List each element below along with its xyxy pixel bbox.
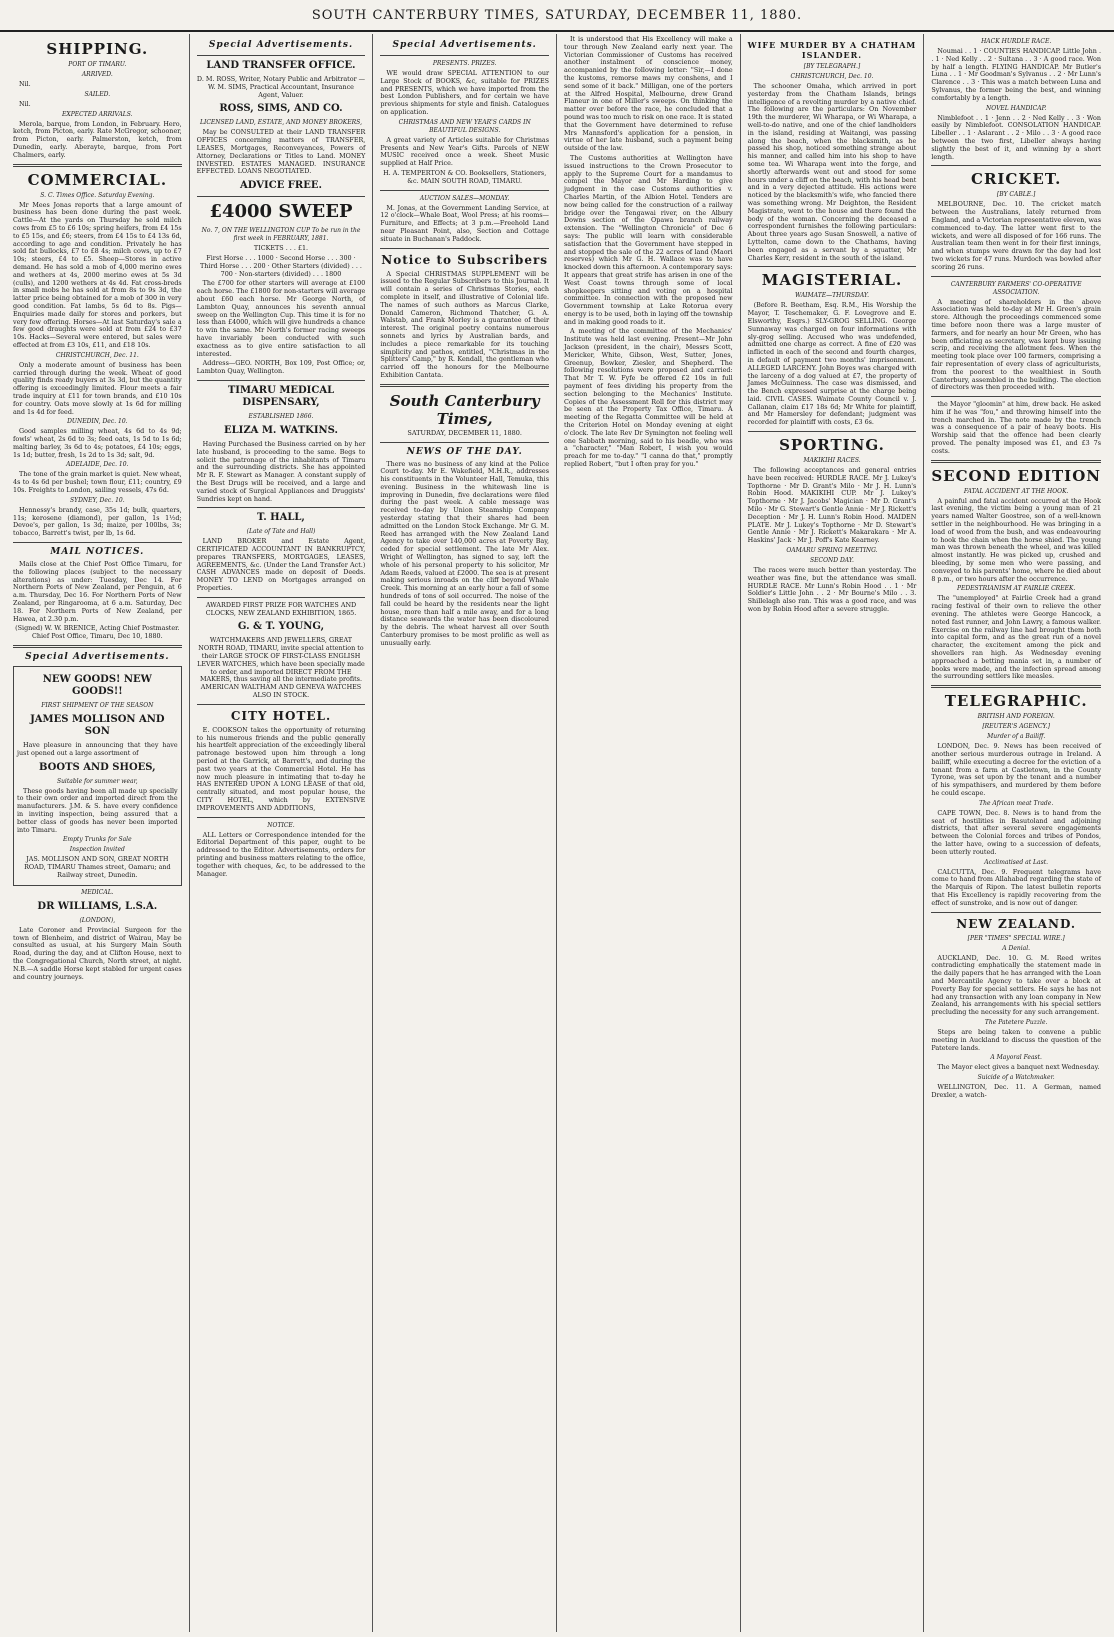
ross-names: D. M. ROSS, Writer, Notary Public and Arbitrator — W. M. SIMS, Practical Accountant, Insurance Agent, Valuer. [196, 75, 366, 99]
sweep-prizes: First Horse . . . 1000 · Second Horse . . . 300 · Third Horse . . . 200 · Other Starters (divided) . . . 700 · Non-starters (divided) . . . 1800 [200, 253, 362, 278]
mollison-sign: JAS. MOLLISON AND SON, GREAT NORTH ROAD, TIMARU Thames street, Oamaru; and Railway street, Dunedin. [24, 855, 171, 879]
novel-handicap-text: Nimblefoot . . 1 · Jenn . . 2 · Ned Kelly . . 3 · Won easily by Nimblefoot. CONSOLATION HANDICAP. Libeller . . 1 · Aslarant . . 2 · Milo . . 3 · A good race between the two first, Libeller always having slightly the best of it, and winning by a short length. [931, 113, 1101, 161]
arrived-value: Nil. [19, 80, 31, 88]
shipping-header: SHIPPING. [46, 40, 149, 58]
mail-header: MAIL NOTICES. [50, 547, 145, 558]
sydney-dateline: SYDNEY, Dec. 10. [70, 496, 125, 504]
mayor-text: the Mayor "gloomin" at him, drew back. He asked him if he was "fou," and throwing himself into the trench marched in. The note made by the trench was a consequence of a pair of heavy boots. His Worship said that the offence had been clearly proved. The penalty imposed was £1, and £3 7s costs. [931, 400, 1101, 455]
column-1 [6, 34, 190, 1632]
oamaru-text: The races were much better than yesterday. The weather was fine, but the attendance was small. HURDLE RACE. Mr Lunn's Robin Hood . . 1 · Mr Soldier's Little John . . 2 · Mr Bourne's Milo . . 3. Shillelagh also ran. This was a good race, and was won by Robin Hood after a severe struggle. [747, 566, 917, 614]
divider [748, 431, 917, 432]
by-telegraph: [BY TELEGRAPH.] [803, 63, 861, 70]
sydney-text: Hennessy's brandy, case, 35s 1d; bulk, quarters, 11s; kerosene (diamond), per gallon, 1s 1½d; Devoe's, per gallon, 1s 3d; maize, per 100lbs, 3s; tobacco, Barrett's twist, per lb, 1s 6d. [13, 505, 182, 538]
christchurch-dateline: CHRISTCHURCH, Dec. 11. [55, 351, 139, 359]
page-masthead: SOUTH CANTERBURY TIMES, SATURDAY, DECEMBER 11, 1880. [0, 0, 1114, 32]
land-transfer-title: LAND TRANSFER OFFICE. [206, 60, 356, 71]
columns-container [6, 34, 1108, 1632]
african-headline: The African meat Trade. [979, 799, 1054, 807]
advice-free: ADVICE FREE. [240, 180, 322, 192]
divider [380, 190, 549, 191]
by-cable: [BY CABLE.] [996, 191, 1036, 199]
ross-sub: LICENSED LAND, ESTATE, AND MONEY BROKERS, [199, 119, 362, 127]
cricket-header: CRICKET. [971, 170, 1062, 189]
makikihi-text: The following acceptances and general entries have been received: HURDLE RACE. Mr J. Lukey's Topthorne · Mr D. Grant's Milo · Mr J. H. Lunn's Robin Hood. MAKIKIHI CUP. Mr J. Lukey's Topthorne · Mr J. Jacobs' Magician · Mr D. Grant's Milo · Mr G. Stewart's Gentle Annie · Mr J. Rickett's Deception · Mr J. H. Lunn's Robin Hood. MAIDEN PLATE. Mr J. Lukey's Topthorne · Mr D. Stewart's Gentle Annie · Mr J. Rickett's Makarakara · Mr A. Haskins' Jack · Mr J. Poff's Kate Kearney. [747, 466, 917, 545]
special-ads-header: Special Advertisements. [25, 652, 170, 663]
bailiff-headline: Murder of a Bailiff. [987, 733, 1046, 741]
magisterial-text: (Before R. Beetham, Esq. R.M., His Worship the Mayor, T. Teschemaker, G. F. Lovegrove and E. Elsworthy, Esqrs.) SLY-GROG SELLING. George Sunnaway was charged on four informations with sly-grog selling. Accused who was undefended, admitted one charge as correct. A fine of £20 was inflicted in each of the second and fourth charges, in default of payment two months' imprisonment. ALLEGED LARCENY. John Boyes was charged with the larceny of a dog valued at £7, the property of James McGuinness. The case was dismissed, and the Bench expressed surprise at the charge being laid. CIVIL CASES. Waimate County Council v. J. Callanan, claim £17 18s 6d; Mr White for plaintiff, and Mr Hamersley for defendant; judgment was recorded for plaintiff with costs, £3 6s. [747, 301, 917, 427]
boots-title: BOOTS AND SHOES, [39, 761, 156, 773]
dunedin-dateline: DUNEDIN, Dec. 10. [67, 418, 128, 426]
ross-text: May be CONSULTED at their LAND TRANSFER OFFICES concerning matters of TRANSFER, LEASES, Mortgages, Reconveyances, Powers of Attorney, Declarations or Titles to Land. MONEY INVESTED. ESTATES MANAGED. INSURANCE EFFECTED. LOANS NEGOTIATED. [196, 128, 366, 176]
oamaru-title: OAMARU SPRING MEETING. [786, 547, 878, 555]
mollison-name: JAMES MOLLISON AND SON [30, 714, 165, 738]
new-goods-title: NEW GOODS! NEW GOODS!! [42, 674, 152, 698]
denial-headline: A Denial. [1002, 944, 1031, 952]
city-hotel-title: CITY HOTEL. [230, 708, 332, 723]
puzzle-text: Steps are being taken to convene a public meeting in Auckland to discuss the question of the Patetere lands. [931, 1027, 1101, 1052]
divider [931, 912, 1101, 913]
pedestrianism-header: PEDESTRIANISM AT FAIRLIE CREEK. [956, 585, 1076, 593]
telegraphic-header: TELEGRAPHIC. [944, 692, 1088, 711]
williams-sub: (LONDON), [79, 916, 116, 924]
divider [197, 55, 366, 56]
farmers-text: A meeting of shareholders in the above Association was held to-day at Mr H. Green's grain store. Although the proceedings commenced some time before noon there was a large muster of farmers, and for nearly an hour Mr Green, who has been officiating as secretary, was kept busy issuing scrip, and receiving the allotment fees. When the meeting took place over 100 farmers, comprising a fair representation of every class of agriculturists, from the poorest to the wealthiest in South Canterbury, assembled in the building. The election of directors was then proceeded with. [931, 297, 1101, 392]
news-of-the-day-header: NEWS OF THE DAY. [406, 446, 523, 457]
hack-hurdle-text: Noumai . . 1 · COUNTIES HANDICAP. Little John . . 1 · Ned Kelly . . 2 · Sultana . . 3 · A good race. Won by half a length. FLYING HANDICAP. Mr Butler's Luna . . 1 · Mr Goodman's Sylvanus . . 2 · Mr Lunn's Clarence . . 3 · This was a match between Luna and Sylvanus, the former being the best, and winning comfortably by a length. [931, 47, 1101, 102]
divider [931, 276, 1101, 277]
divider [931, 685, 1101, 688]
column-4 [557, 34, 741, 1632]
christmas-cards: CHRISTMAS AND NEW YEAR'S CARDS IN BEAUTIFUL DESIGNS. [398, 118, 531, 134]
wife-murder-header: WIFE MURDER BY A CHATHAM ISLANDER. [747, 40, 917, 60]
ross-sims-title: ROSS, SIMS, AND CO. [219, 103, 343, 115]
special-ads-header: Special Advertisements. [208, 40, 354, 50]
notice-title: NOTICE. [267, 821, 295, 829]
puzzle-headline: The Patetere Puzzle. [984, 1018, 1048, 1026]
divider [197, 380, 366, 381]
presents-text: WE would draw SPECIAL ATTENTION to our Large Stock of BOOKS, &c, suitable for PRIZES and PRESENTS, which we have imported from the best London Publishers, and for certain we have previous shipments for style and finish. Catalogues on application. [380, 69, 549, 116]
watkins-text: Having Purchased the Business carried on by her late husband, is proceeding to the same. Begs to solicit the patronage of the inhabitants of Timaru and the surrounding districts. She has appointed Mr R. F. Stewart as Manager. A constant supply of the Best Drugs will be received, and a large and varied stock of Surgical Appliances and Druggists' Sundries kept on hand. [196, 439, 366, 503]
hook-header: FATAL ACCIDENT AT THE HOOK. [963, 487, 1069, 495]
farmers-header: CANTERBURY FARMERS' CO-OPERATIVE ASSOCIATION. [950, 280, 1082, 296]
mail-text: Mails close at the Chief Post Office Timaru, for the following places (subject to the necessary alterations) as under: Tuesday, Dec 14. For Northern Ports of New Zealand, per Penguin, at 6 a.m. Thursday, Dec 16. For Northern Ports of New Zealand, per Ringarooma, at 6 a.m. Saturday, Dec 18. For Northern Ports of New Zealand, per Hawea, at 2.30 p.m. [13, 560, 182, 623]
adelaide-text: The tone of the grain market is quiet. New wheat, 4s to 4s 6d per bushel; town flour, £11; country, £9 10s. Freights to London, sailing vessels, 47s 6d. [13, 470, 182, 495]
presents-title: PRESENTS. PRIZES. [432, 60, 497, 67]
williams-text: Late Coroner and Provincial Surgeon for the town of Blenheim, and district of Wairau, May be consulted as usual, at his Surgery Main South Road, during the day, and at Clifton House, next to the Congregational Church, North street, at night. N.B.—A saddle Horse kept stabled for urgent cases and country journeys. [13, 925, 182, 981]
mollison-text-2: These goods having been all made up specially to their own order and imported direct from the manufacturers. J.M. & S. have every confidence in inviting inspection, being assured that a better class of goods has never been imported into Timaru. [17, 786, 178, 834]
issue-dateline: SATURDAY, DECEMBER 11, 1880. [407, 428, 522, 437]
feast-text: The Mayor elect gives a banquet next Wednesday. [937, 1063, 1100, 1072]
sweep-sub: No. 7, ON THE WELLINGTON CUP To be run in the first week in FEBRUARY, 1881. [201, 227, 361, 243]
pedestrianism-text: The "unemployed" at Fairlie Creek had a grand racing festival of their own to relieve the other evening. The athletes were George Hancock, a noted fast runner, and John Lawry, a famous walker. Exercise on the railway line had brought them both into capital form, and as the great run of a novel character, the excitement among the pick and shovellers ran high. As Wednesday evening approached a betting mania set in, a number of books were made, and the infection spread among the surrounding settlers like measles. [931, 594, 1101, 681]
watkins-name: ELIZA M. WATKINS. [223, 424, 338, 436]
young-name: G. & T. YOUNG, [237, 621, 325, 633]
divider [380, 384, 549, 387]
medical-label: MEDICAL. [81, 888, 114, 896]
divider [13, 645, 182, 648]
special-wire: [PER "TIMES" SPECIAL WIRE.] [967, 934, 1065, 942]
column-2 [190, 34, 374, 1632]
news-continued: It is understood that His Excellency will make a tour through New Zealand early next year. The Victorian Commissioner of Customs has received another instalment of conscience money, accompanied by the following letter: "Sir,—I done the kustoms, remorse maws my conshens, and I send some of it back." Milligan, one of the porters at the Alfred Hospital, Melbourne, drew Grand Flaneur in one of Miller's sweeps. On thinking the matter over before the race, he concluded that a pound was too much to risk on one race. It is stated that the Government have determined to refuse Mrs Mannsford's application for a pension, in virtue of her late husband, such a payment being outside of the law. [564, 35, 733, 153]
suicide-headline: Suicide of a Watchmaker. [977, 1074, 1055, 1082]
first-shipment: FIRST SHIPMENT OF THE SEASON [41, 702, 154, 710]
notice-subscribers-title: Notice to Subscribers [381, 252, 549, 267]
divider [931, 165, 1101, 166]
magisterial-sub: WAIMATE—THURSDAY. [794, 292, 869, 300]
hall-name: T. HALL, [257, 512, 305, 524]
boots-sub: Suitable for summer wear, [56, 777, 138, 785]
oamaru-sub: SECOND DAY. [810, 557, 854, 565]
magisterial-header: MAGISTERIAL. [761, 271, 903, 290]
sweep-title: £4000 SWEEP [209, 201, 353, 223]
awarded-line: AWARDED FIRST PRIZE FOR WATCHES AND CLOCKS, NEW ZEALAND EXHIBITION, 1865. [205, 600, 357, 617]
expected-label: EXPECTED ARRIVALS. [62, 110, 133, 118]
news-text: There was no business of any kind at the Police Court to-day. Mr E. Wakefield, M.H.R., addresses his constituents in the Volunteer Hall, Temuka, this evening. Business in the whitewash line is improving in Dunedin, five declarations were filed during the past week. A cable message was received to-day by Union Steamship Company yesterday stating that their shares had been admitted on the London Stock Exchange. Mr G. M. Reed has arranged with the New Zealand Land Agency to take over 140,000 acres at Poverty Bay, ceded for special settlement. The late Mr Alex. Wright of Wellington, has signed to say, left the whole of his personal property to his solicitor, Mr Adam Reeds, valued at £2000. The sea is at present making serious inroads on the cliff beyond Whale Creek. This morning at an early hour a fall of some hundreds of tons of soil occurred. The noise of the fall could be heard by the residents near the light house, more than half a mile away, and for a long distance seawards the water has been discoloured by the debris. The wheat harvest all over South Canterbury promises to be most prolific as well as unusually early. [380, 459, 549, 647]
acclimatised-headline: Acclimatised at Last. [984, 858, 1049, 866]
mail-sign: (Signed) W. W. BRENICE, Acting Chief Postmaster. Chief Post Office, Timaru, Dec 10, 1880. [15, 624, 180, 641]
news-continued-middle: The Customs authorities at Wellington have issued instructions to the Crown Prosecutor to apply to the Supreme Court for a mandamus to compel the Mayor and Mr Harding to give judgment in the case Customs authorities v. Charles Martin, of the Albion Hotel. Tenders are now being called for the construction of a railway bridge over the Tengawai river, on the Albury Downs section of the Opawa branch railway extension. The "Wellington Chronicle" of Dec 6 says: The public will learn with considerable satisfaction that the Government have stepped in and stopped the sale of the 22 acres of land (Maori reserves) which Mr G. H. Wallace was to have knocked down this afternoon. A contemporary says: It appears that great strife has arisen in one of the West Coast towns through some of local shopkeepers sitting and voting on a hospital committee. In connection with the proposed new Government township at Lake Rotorua every energy is to be used, both in laying off the township and in making good roads to it. [564, 153, 733, 326]
divider [197, 704, 366, 705]
city-hotel-text: E. COOKSON takes the opportunity of returning to his numerous friends and the public generally his heartfelt appreciation of the exceedingly liberal patronage bestowed upon him through a long period at the Garrick, at Barrett's, and during the past two years at the Commercial Hotel. He has now much pleasure in intimating that to-day he HAS ENTERED UPON A LONG LEASE of that old, centrally situated, and most popular house, the CITY HOTEL, which by EXTENSIVE IMPROVEMENTS AND ADDITIONS, [196, 725, 366, 812]
auction-title: AUCTION SALES—MONDAY. [419, 194, 510, 202]
sweep-address: Address—GEO. NORTH, Box 109, Post Office; or, Lambton Quay, Wellington. [196, 359, 366, 376]
divider [380, 442, 549, 443]
column-3 [373, 34, 557, 1632]
divider [380, 248, 549, 249]
divider [931, 396, 1101, 397]
dispensary-est: ESTABLISHED 1866. [248, 412, 314, 420]
hall-text: LAND BROKER and Estate Agent, CERTIFICATED ACCOUNTANT IN BANKRUPTCY, prepares TRANSFERS, MORTGAGES, LEASES, AGREEMENTS, &c. (Under the Land Transfer Act.) CASH ADVANCES made on deposit of Deeds. MONEY TO LEND on Mortgages arranged on Properties. [196, 537, 366, 593]
column-5 [741, 34, 925, 1632]
divider [13, 164, 182, 167]
feast-headline: A Mayoral Feast. [990, 1054, 1042, 1062]
commercial-header: COMMERCIAL. [27, 170, 168, 189]
suicide-text: WELLINGTON, Dec. 11. A German, named Drexler, a watch- [931, 1083, 1101, 1099]
sailed-label: SAILED. [84, 90, 111, 98]
divider [748, 266, 917, 267]
dunedin-text: Good samples milling wheat, 4s 6d to 4s 9d; fowls' wheat, 2s 6d to 3s; feed oats, 1s 5d to 1s 6d; malting barley, 3s 6d to 4s; potatoes, £4 10s; eggs, 1s 1d; butter, fresh, 1s 2d to 1s 3d; salt, 9d. [13, 427, 182, 459]
divider [197, 597, 366, 598]
reuters-agency: [REUTER'S AGENCY.] [982, 723, 1050, 731]
divider [13, 542, 182, 543]
wife-dateline: CHRISTCHURCH, Dec. 10. [790, 73, 874, 80]
commercial-sub: S. C. Times Office. Saturday Evening. [40, 191, 155, 199]
commercial-text: Mr Mees Jonas reports that a large amount of business has been done during the past week. Cattle—At the yards on Thursday he sold milch cows from £5 to £6 10s; spring heifers, from £4 15s to £5 15s, and £6; steers, from £4 15s to £4 13s 6d, according to age and condition. Privately he has sold fat bullocks, £7 to £8 4s; milch cows, up to £7 10s; steers, £4 to £5. Sheep—Stores in active demand. He has sold a mob of 4,000 merino ewes and wethers at 4s, 2000 merino ewes at 5s 3d (culls), and 1200 wethers at 4s 4d. Fat cross-breds in small mobs he has sold at from 8s to 9s 3d, the latter price being obtained for a mob of 300 in very good condition. Fat lambs, 5s 6d to 8s. Pigs—Enquiries made daily for stores and porkers, but very few offering. Horses—At last Saturday's sale a few good draughts were sold at from £24 to £37 10s. Hacks—Several were entered, but sales were effected at from £3 10s, £11, and £18 10s. [13, 200, 182, 349]
inspection-invited: Inspection Invited [69, 846, 125, 854]
empty-trunks: Empty Trunks for Sale [63, 836, 132, 844]
mollison-text: Have pleasure in announcing that they have just opened out a large assortment of [17, 741, 178, 757]
adelaide-dateline: ADELAIDE, Dec. 10. [66, 461, 129, 469]
african-text: CAPE TOWN, Dec. 8. News is to hand from the seat of hostilities in Basutoland and adjoining districts, that after several severe engagements between the Colonial forces and tribes of Pondos, the latter have, owing to a succession of defeats, been utterly routed. [931, 808, 1101, 856]
mollison-advertisement [13, 666, 182, 886]
hook-text: A painful and fatal accident occurred at the Hook last evening, the victim being a young man of 21 years named Walter Goostree, son of a well-known settler in the neighbourhood. He was bringing in a load of wood from the bush, and was endeavouring to hook the chain when the horse shied. The young man was thrown beneath the wheel, and was killed almost instantly. He was picked up, crushed and bleeding, by some men who were passing, and conveyed to his parents' home, where he died about 8 p.m., or two hours after the occurrence. [931, 496, 1101, 583]
christchurch-text: Only a moderate amount of business has been carried through during the week. Wheat of good quality finds ready buyers at 3s 3d, but the quantity offering is exceedingly limited. Flour meets a fair trade inquiry at £11 for town brands, and £10 10s for country. Oats move slowly at 1s 6d for milling and 1s 4d for feed. [13, 360, 182, 416]
divider [197, 507, 366, 508]
wife-murder-text: The schooner Omaha, which arrived in port yesterday from the Chatham Islands, brings intelligence of a revolting murder by a native chief. The following are the particulars: On November 19th the murderer, Wi Wharapa, or Wi Wharapa, a well-to-do native, and one of the chief landholders in the island, residing at Waitangi, was passing along the beach, when the blacksmith, as he passed his shop, noticed something strange about his manner, and called him into his shop to have some tea. Wi Wharapa went into the forge, and shortly afterwards went out and stood for some hours under a cliff on the beach, with his head bent and in a very dejected attitude. His actions were noticed by the blacksmith's wife, who fancied there was something wrong. Mr Deighton, the Resident Magistrate, went to the house and there found the body of the woman. Concerning the deceased a correspondent furnishes the following particulars: About three years ago Susan Snoswell, a native of Lyttelton, came down to the Chathams, having been engaged as a servant by a squatter, Mr Charles Kerr, resident in the south of the island. [747, 82, 917, 262]
sailed-value: Nil. [19, 99, 31, 108]
divider [197, 817, 366, 818]
bailiff-text: LONDON, Dec. 9. News has been received of another serious murderous outrage in Ireland. A bailiff, while executing a decree for the eviction of a tenant from a farm at Castletown, in the County Tyrone, was set upon by the tenant and a number of his sympathisers, and murdered by them before he could escape. [931, 742, 1101, 797]
sweep-tickets: TICKETS . . . £1. [253, 244, 309, 253]
hack-hurdle-title: HACK HURDLE RACE. [981, 38, 1052, 45]
hall-sub: (Late of Tate and Hall) [246, 528, 316, 536]
makikihi-title: MAKIKIHI RACES. [803, 457, 861, 465]
divider [931, 460, 1101, 463]
second-edition-header: SECOND EDITION [931, 466, 1101, 485]
sporting-header: SPORTING. [779, 436, 885, 455]
newspaper-nameplate: South Canterbury Times, [389, 391, 540, 428]
british-foreign: BRITISH AND FOREIGN. [977, 713, 1055, 721]
divider [380, 55, 549, 56]
cricket-text: MELBOURNE, Dec. 10. The cricket match between the Australians, lately returned from England, and a Victorian representative eleven, was commenced to-day. The latter went first to the wickets, and were all disposed of for 166 runs. The Australian team then went in for their first innings, and when stumps were drawn for the day had lost two wickets for 47 runs. Murdoch was bowled after scoring 26 runs. [931, 200, 1101, 271]
mechanics-meeting: A meeting of the committee of the Mechanics' Institute was held last evening. Present—Mr John Jackson (president, in the chair), Messrs Scott, Mericker, White, Gibson, West, Sutter, Jones, Greenup, Bowker, Ziesler, and Shepherd. The following resolutions were proposed and carried: That Mr T. W. Fyfe be offered £2 10s in full payment of fees dividing his property from the section belonging to the Mechanics' Institute. Copies of the Assessment Roll for this district may be seen at the Property Tax Office, Timaru. A meeting of the Regatta Committee will be held at the Criterion Hotel on Monday evening at eight o'clock. The late Rev Dr Symington not feeling well one Sabbath morning, said to his beadle, who was a "character," "Man Robert, I wish you would preach for me to-day." "I canna do that," promptly replied Robert, "but I often pray for you." [564, 327, 733, 469]
dispensary-title: TIMARU MEDICAL DISPENSARY, [227, 384, 335, 408]
auction-text: M. Jonas, at the Government Landing Service, at 12 o'clock—Whale Boat, Wool Press; at his rooms—Furniture, and Effects; at 3 p.m.—Freehold Land near Pleasant Point, also, Section and Cottage situate in Buchanan's Paddock. [380, 203, 549, 243]
divider [197, 196, 366, 197]
arrived-label: ARRIVED. [81, 71, 113, 78]
temperton-sign: H. A. TEMPERTON & CO. Booksellers, Stationers, &c. MAIN SOUTH ROAD, TIMARU. [383, 168, 547, 185]
acclimatised-text: CALCUTTA, Dec. 9. Frequent telegrams have come to hand from Allahabad regarding the state of the Marquis of Ripon. The latest bulletin reports that His Excellency is rapidly recovering from the effect of sunstroke, and is now out of danger. [931, 867, 1101, 907]
williams-name: DR WILLIAMS, L.S.A. [37, 900, 158, 912]
denial-text: AUCKLAND, Dec. 10. G. M. Reed writes contradicting emphatically the statement made in the daily papers that he has arranged with the Loan and Mercantile Agency to take over a block at Poverty Bay for special settlers. He says he has not had any transaction with any loan company in New Zealand, his arrangements with his special settlers precluding the necessity for any such arrangement. [931, 953, 1101, 1017]
column-6 [924, 34, 1108, 1632]
new-zealand-header: NEW ZEALAND. [956, 916, 1077, 931]
special-ads-header: Special Advertisements. [392, 40, 537, 50]
expected-text: Merola, barque, from London, in February. Hero, ketch, from Picton, early. Rate McGregor, schooner, from Picton, early. Palmerston, ketch, from Dunedin, early. Aberayte, barque, from Port Chalmers, early. [13, 119, 182, 159]
notice-subscribers-text: A Special CHRISTMAS SUPPLEMENT will be issued to the Regular Subscribers to this Journal. It will contain a series of Christmas Stories, each complete in itself, and illustrative of Colonial life. The names of such authors as Marcus Clarke, Donald Cameron, Richmond Thatcher, G. A. Walstab, and Frank Morley is a guarantee of their interest. The original poetry contains numerous sonnets and lyrics by Australian bards, and includes a piece remarkable for its touching simplicity and pathos, entitled, "Christmas in the Splitters' Camp," by R. Kendall, the gentleman who carried off the honours for the Melbourne Exhibition Cantata. [380, 269, 549, 379]
novel-handicap-title: NOVEL HANDICAP. [986, 104, 1047, 112]
young-text: WATCHMAKERS AND JEWELLERS, GREAT NORTH ROAD, TIMARU, invite special attention to their LARGE STOCK OF FIRST-CLASS ENGLISH LEVER WATCHES, which have been specially made to order, and imported DIRECT FROM THE MAKERS, thus saving all the intermediate profits. AMERICAN WALTHAM AND GENEVA WATCHES ALSO IN STOCK. [197, 636, 365, 700]
port-line: PORT OF TIMARU. [68, 61, 127, 68]
notice-text: ALL Letters or Correspondence intended for the Editorial Department of this paper, ought to be addressed to the Editor. Advertisements, orders for printing and business matters relating to the office, together with cheques, &c, to be addressed to the Manager. [196, 830, 366, 878]
christmas-text: A great variety of Articles suitable for Christmas Presents and New Year's Gifts. Parcels of NEW MUSIC received once a week. Sheet Music supplied at Half Price. [380, 135, 549, 168]
sweep-text: The £700 for other starters will average at £100 each horse. The £1800 for non-starters will average about £60 each horse. Mr George North, of Lambton Quay, announces his seventh annual sweep on the Wellington Cup. This time it is for no less than £4000, which will give hundreds a chance to win the same. Mr North's former racing sweeps have invariably been conducted with such exactness as to give entire satisfaction to all interested. [196, 279, 366, 358]
